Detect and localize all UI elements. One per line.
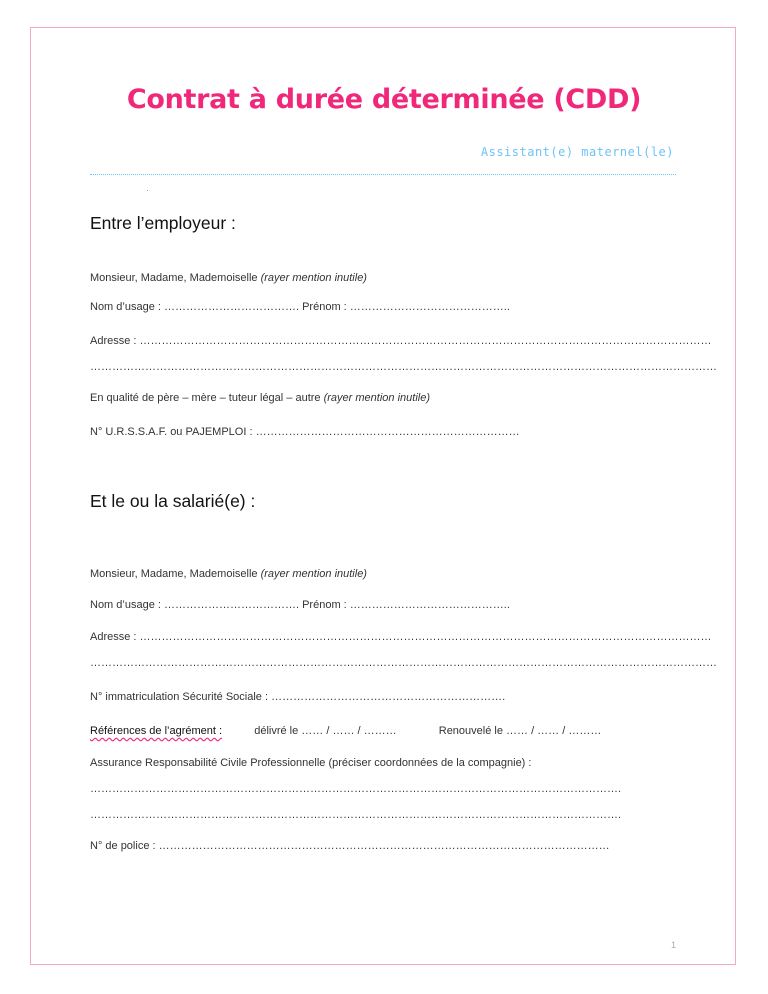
stray-dot (147, 190, 148, 191)
agrement-label: Références de l’agrément : (90, 725, 223, 737)
insurance-field-1[interactable]: ………………………………………………………………………………………………………………………………. (90, 783, 622, 795)
employee-address-field-2[interactable]: ……………………………………………………………………………………………………………………………………………………… (90, 657, 717, 669)
employee-civility-note: (rayer mention inutile) (260, 568, 367, 580)
employer-heading: Entre l’employeur : (90, 213, 236, 233)
employee-heading: Et le ou la salarié(e) : (90, 491, 256, 511)
employer-civility-line (90, 272, 367, 284)
employee-civility-line (90, 568, 367, 580)
employer-capacity-line (90, 392, 430, 404)
agrement-delivered-field[interactable]: délivré le …… / …… / ……… (254, 725, 397, 737)
police-number-field[interactable]: N° de police : …………………………………………………………………………………………………………… (90, 840, 610, 852)
employer-civility: Monsieur, Madame, Mademoiselle (90, 272, 258, 284)
page-number: 1 (670, 940, 676, 950)
title-divider (90, 174, 676, 175)
insurance-label: Assurance Responsabilité Civile Professionnelle (préciser coordonnées de la compagnie) : (90, 757, 532, 769)
document-subtitle: Assistant(e) maternel(le) (480, 145, 674, 159)
agrement-renewed-field[interactable]: Renouvelé le …… / …… / ……… (438, 725, 602, 737)
insurance-field-2[interactable]: ………………………………………………………………………………………………………………………………. (90, 809, 622, 821)
employee-agrement-line (90, 725, 601, 737)
employee-civility: Monsieur, Madame, Mademoiselle (90, 568, 258, 580)
employer-address-field-2[interactable]: ……………………………………………………………………………………………………………………………………………………… (90, 361, 717, 373)
employee-address-field[interactable]: Adresse : ………………………………………………………………………………………………………………………………………… (90, 631, 712, 643)
document-title: Contrat à durée déterminée (CDD) (126, 84, 642, 115)
employer-address-field[interactable]: Adresse : ………………………………………………………………………………………………………………………………………… (90, 335, 712, 347)
employer-urssaf-field[interactable]: N° U.R.S.S.A.F. ou PAJEMPLOI : ……………………………………………………………… (90, 426, 520, 438)
employer-name-field[interactable]: Nom d’usage : ………………………………. Prénom : …………………………………….. (90, 301, 510, 313)
employee-ss-field[interactable]: N° immatriculation Sécurité Sociale : ………………………………………………………. (90, 691, 506, 703)
employee-name-field[interactable]: Nom d’usage : ………………………………. Prénom : …………………………………….. (90, 599, 510, 611)
employer-civility-note: (rayer mention inutile) (260, 272, 367, 284)
employer-capacity-note: (rayer mention inutile) (323, 392, 430, 404)
employer-capacity: En qualité de père – mère – tuteur légal – autre (90, 392, 321, 404)
